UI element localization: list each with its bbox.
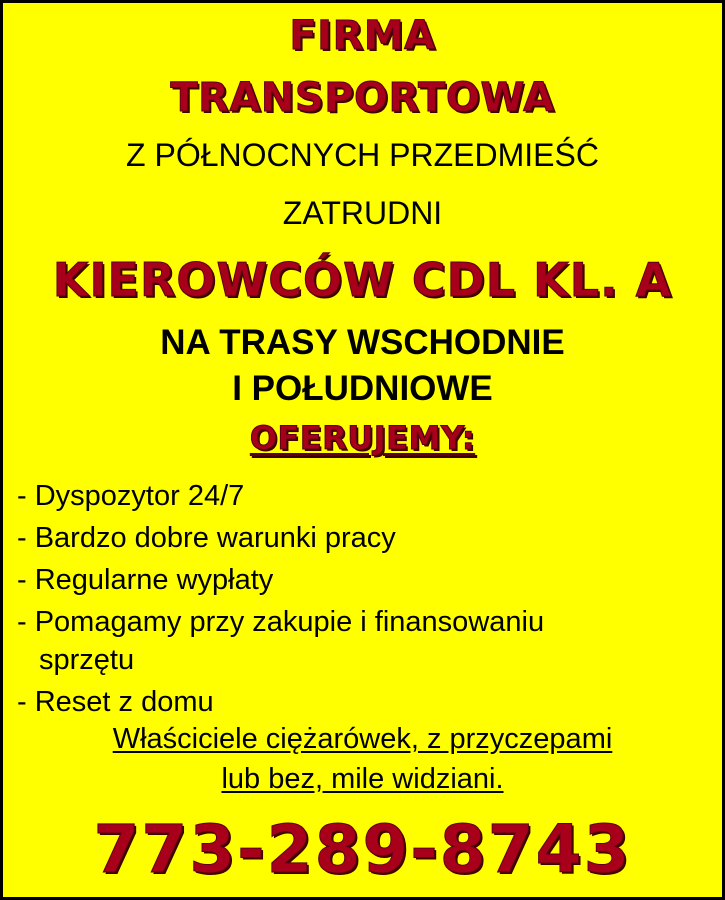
- owners-note-line-2: lub bez, mile widziani.: [221, 763, 504, 795]
- offer-heading: [3, 419, 722, 457]
- phone-number[interactable]: 773-289-8743: [93, 811, 632, 888]
- list-item: - Pomagamy przy zakupie i finansowaniu: [17, 606, 545, 638]
- list-item: - Regularne wypłaty: [17, 564, 274, 596]
- owners-note-line-1: Właściciele ciężarówek, z przyczepami: [112, 723, 613, 755]
- list-item: - Bardzo dobre warunki pracy: [17, 522, 396, 554]
- company-location: Z PÓŁNOCNYCH PRZEDMIEŚĆ: [126, 137, 599, 173]
- company-label-firma: FIRMA: [289, 13, 436, 59]
- hiring-label: ZATRUDNI: [282, 195, 443, 231]
- offer-list: [17, 475, 544, 723]
- list-item: - Dyspozytor 24/7: [17, 480, 245, 512]
- list-item-continuation: sprzętu: [39, 644, 135, 676]
- offer-heading-text: OFERUJEMY:: [249, 419, 476, 457]
- routes-line-2: I POŁUDNIOWE: [232, 369, 493, 408]
- job-advertisement: [3, 3, 722, 897]
- position-title: KIEROWCÓW CDL KL. A: [52, 253, 673, 307]
- company-label-transportowa: TRANSPORTOWA: [170, 75, 555, 121]
- routes-line-1: NA TRASY WSCHODNIE: [160, 323, 565, 362]
- list-item: - Reset z domu: [17, 686, 214, 718]
